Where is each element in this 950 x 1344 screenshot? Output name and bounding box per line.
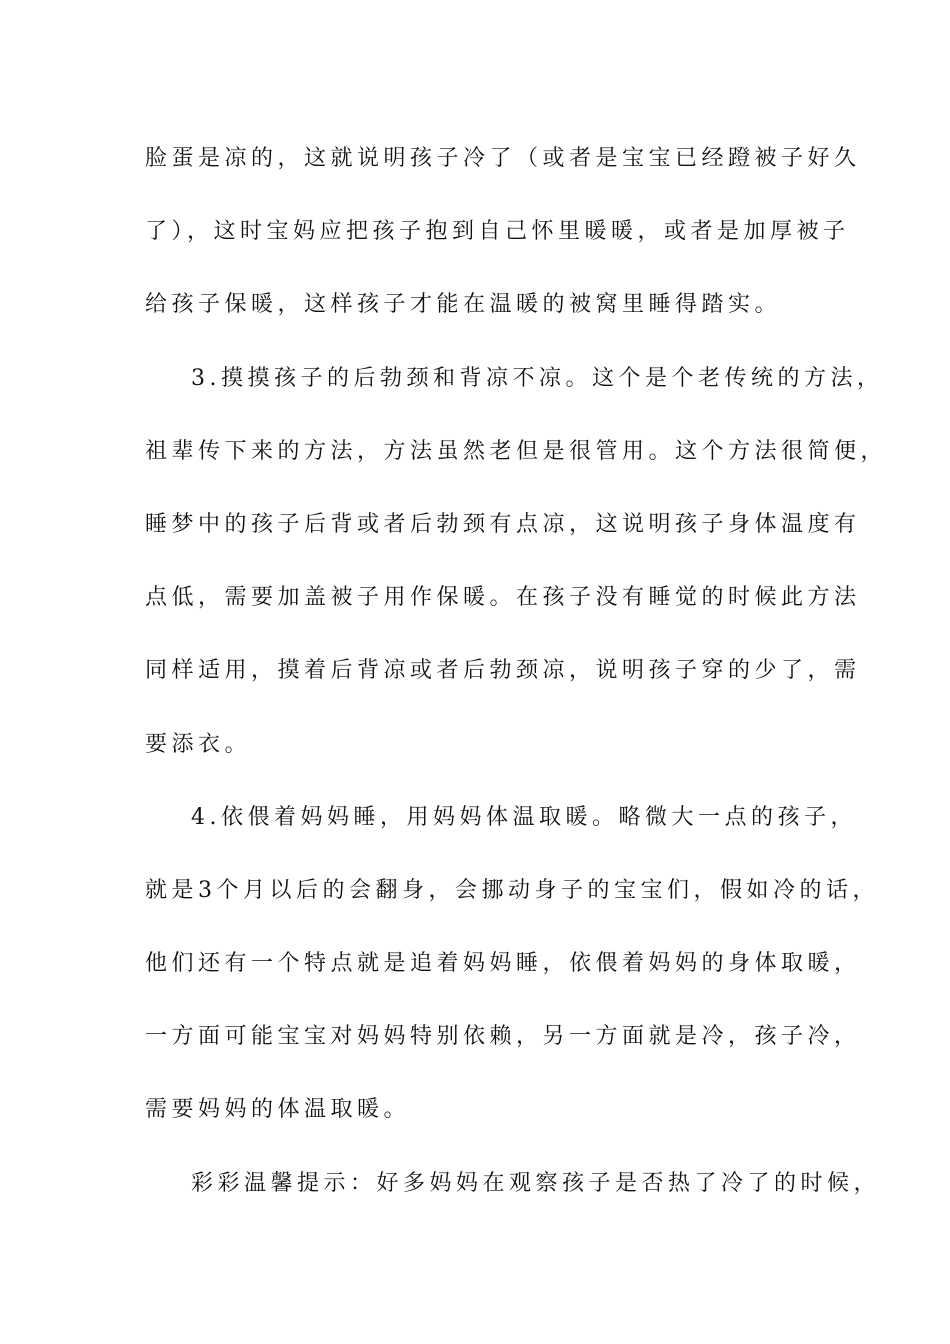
body-text: [145, 135, 888, 1233]
text-line: 了），这时宝妈应把孩子抱到自己怀里暖暖，或者是加厚被子: [145, 219, 850, 245]
text-line: 祖辈传下来的方法，方法虽然老但是很管用。这个方法很简便，: [145, 438, 888, 464]
paragraph-start-line: 3.摸摸孩子的后勃颈和背凉不凉。这个是个老传统的方法，: [191, 365, 884, 391]
text-line: 要添衣。: [145, 731, 252, 757]
text-line: 脸蛋是凉的，这就说明孩子冷了（或者是宝宝已经蹬被子好久: [145, 146, 861, 171]
paragraph-start-line: 彩彩温馨提示：好多妈妈在观察孩子是否热了冷了的时候，: [191, 1170, 881, 1196]
text-line: 点低，需要加盖被子用作保暖。在孩子没有睡觉的时候此方法: [145, 585, 861, 611]
text-line: 一方面可能宝宝对妈妈特别依赖，另一方面就是冷，孩子冷，: [145, 1024, 861, 1050]
text-line: 给孩子保暖，这样孩子才能在温暖的被窝里睡得踏实。: [145, 292, 782, 318]
text-line: 同样适用，摸着后背凉或者后勃颈凉，说明孩子穿的少了，需: [145, 658, 861, 684]
text-line: 他们还有一个特点就是追着妈妈睡，依偎着妈妈的身体取暖，: [145, 951, 861, 977]
text-line: 就是3个月以后的会翻身，会挪动身子的宝宝们，假如冷的话，: [145, 877, 879, 903]
text-line: 睡梦中的孩子后背或者后勃颈有点凉，这说明孩子身体温度有: [145, 511, 861, 537]
text-line: 需要妈妈的体温取暖。: [145, 1097, 411, 1123]
paragraph-start-line: 4.依偎着妈妈睡，用妈妈体温取暖。略微大一点的孩子，: [191, 804, 857, 830]
